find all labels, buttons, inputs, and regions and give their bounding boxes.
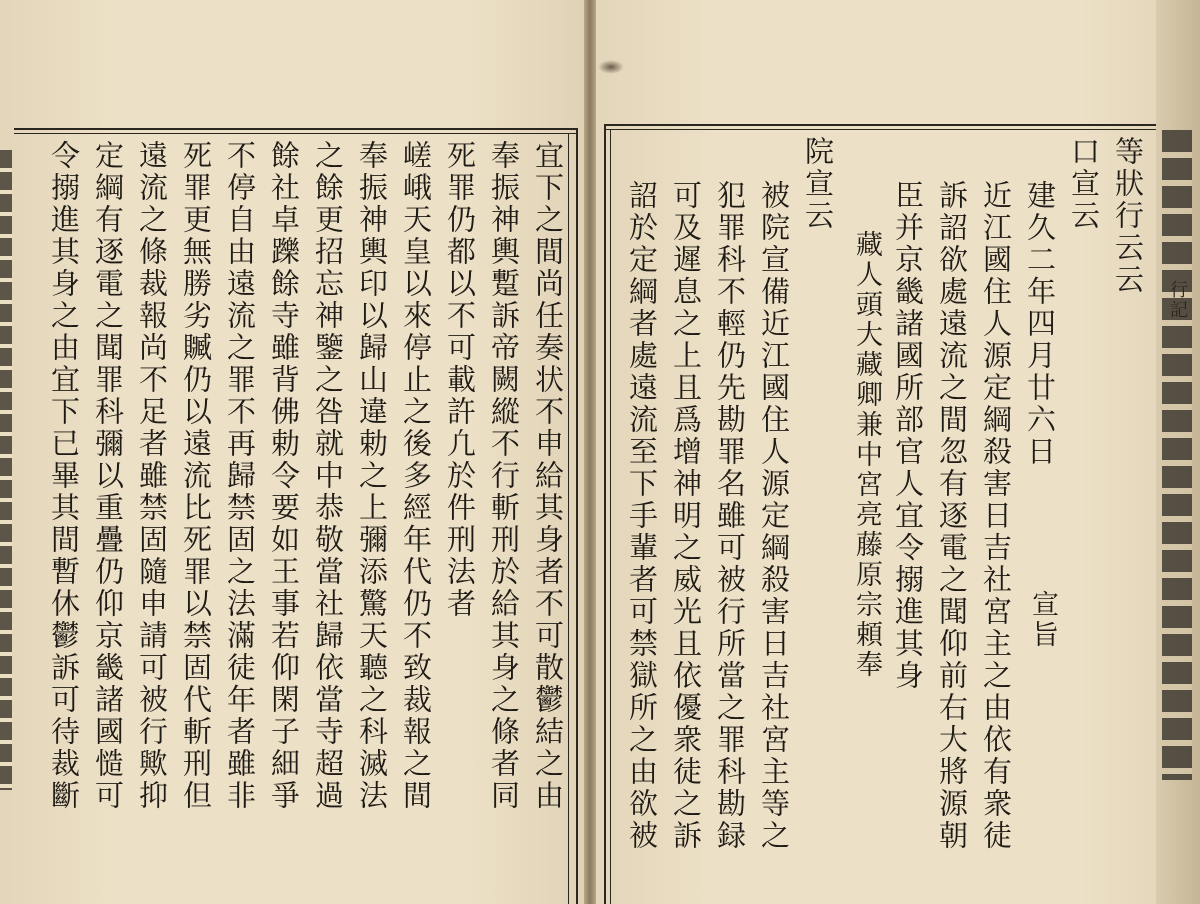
paper-stain [598, 60, 624, 74]
left-column-8: 不停自由遠流之罪不再歸禁固之法滿徒年者雖非 [223, 140, 257, 812]
right-column-7: 藏人頭大藏卿兼中宮亮藤原宗頼奉 [851, 230, 882, 680]
left-frame-right-rule [576, 128, 578, 904]
right-column-8: 院宣云 [801, 136, 835, 232]
right-column-11: 可及遲息之上且爲增神明之威光且依優衆徒之訴 [669, 180, 703, 852]
right-column-5: 訴詔欲處遠流之間忽有逐電之聞仰前右大將源朝 [935, 180, 969, 852]
right-column-12: 詔於定綱者處遠流至下手輩者可禁獄所之由欲被 [625, 180, 659, 852]
right-column-10: 犯罪科不輕仍先勘罪名雖可被行所當之罪科勘録 [713, 180, 747, 852]
right-frame-left-rule [604, 124, 606, 904]
left-column-7: 餘社卓躒餘寺雖背佛勅令要如王事若仰閑子細爭 [267, 140, 301, 812]
book-gutter [584, 0, 596, 904]
left-column-12: 令搦進其身之由宜下已畢其間暫休鬱訴可待裁斷 [47, 140, 81, 812]
left-column-10: 遠流之條裁報尚不足者雖禁固隨申請可被行歟抑 [135, 140, 169, 812]
left-column-4: 嵯峨天皇以來停止之後多經年代仍不致裁報之間 [399, 140, 433, 812]
edge-label: 行記 [1167, 280, 1188, 320]
left-column-6: 之餘更招忘神鑒之咎就中恭敬當社歸依當寺超過 [311, 140, 345, 812]
left-page-edge [0, 150, 12, 790]
right-page [596, 0, 1200, 904]
right-column-6: 臣并京畿諸國所部官人宜令搦進其身 [891, 180, 925, 692]
right-frame-top-rule-inner [604, 129, 1156, 130]
left-column-1: 宜下之間尚任奏状不申給其身者不可散鬱結之由 [531, 140, 565, 812]
left-frame-top-rule [14, 128, 576, 130]
marginal-note: 宣旨 [1027, 590, 1058, 650]
left-column-5: 奉振神輿印以歸山違勅之上彌添驚天聽之科滅法 [355, 140, 389, 812]
right-page-edge-band [1162, 130, 1192, 780]
right-column-2: 口宣云 [1067, 136, 1101, 232]
right-frame-top-rule [604, 124, 1156, 126]
left-column-11: 定綱有逐電之聞罪科彌以重疊仍仰京畿諸國慥可 [91, 140, 125, 812]
right-column-1: 等狀行云云 [1111, 136, 1145, 296]
left-frame-top-rule-inner [14, 133, 576, 134]
left-column-9: 死罪更無勝劣贓仍以遠流比死罪以禁固代斬刑但 [179, 140, 213, 812]
right-column-3: 建久二年四月廿六日 [1023, 180, 1057, 468]
left-column-2: 奉振神輿蹔訴帝闕縱不行斬刑於給其身之條者同 [487, 140, 521, 812]
left-page [0, 0, 584, 904]
right-frame-left-rule-inner [610, 130, 611, 904]
left-column-3: 死罪仍都以不可載許凢於件刑法者 [443, 140, 477, 620]
right-column-4: 近江國住人源定綱殺害日吉社宮主之由依有衆徒 [979, 180, 1013, 852]
right-column-9: 被院宣備近江國住人源定綱殺害日吉社宮主等之 [757, 180, 791, 852]
